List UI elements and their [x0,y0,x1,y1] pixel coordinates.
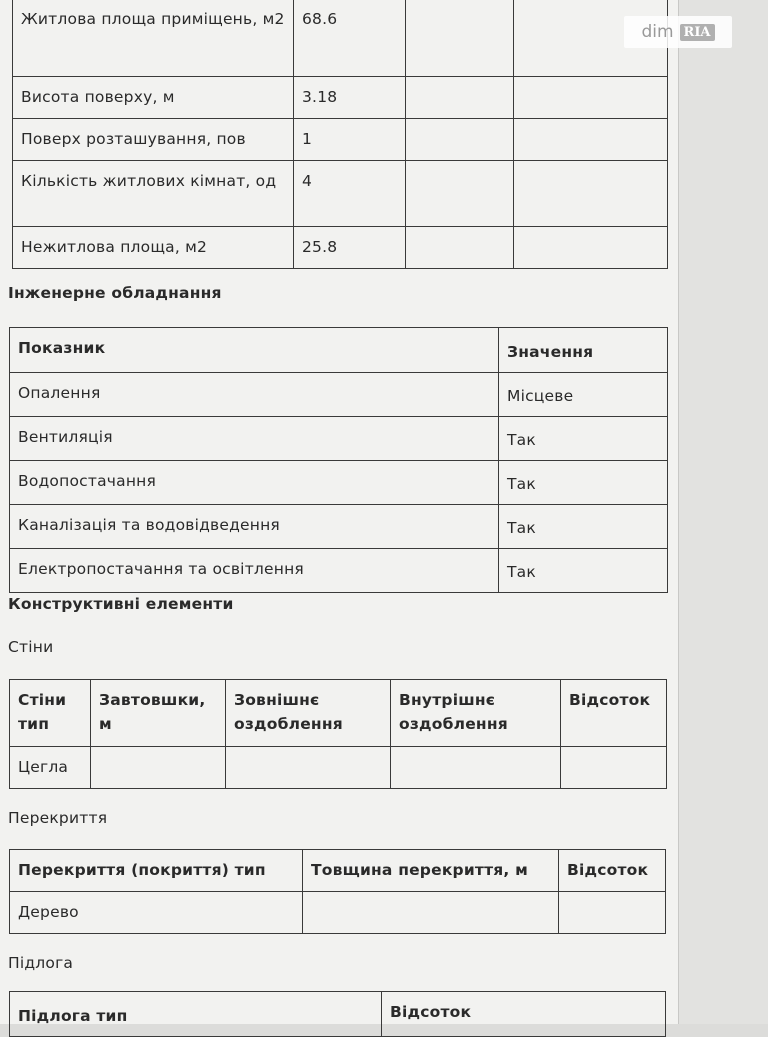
empty-cell [406,119,514,161]
wall-type: Цегла [10,747,91,789]
empty-cell [391,747,561,789]
indicator-value: Так [499,505,668,549]
empty-cell [406,0,514,77]
table-row [10,892,666,934]
flooring-label: Підлога [8,954,74,972]
header-cell: Відсоток [561,680,667,747]
table-row [10,549,668,593]
table-row [10,417,668,461]
indicator-value: Так [499,549,668,593]
table-row [10,505,668,549]
indicator-name: Опалення [10,373,499,417]
empty-cell [514,77,668,119]
empty-cell [561,747,667,789]
indicator-name: Електропостачання та освітлення [10,549,499,593]
indicator-name: Водопостачання [10,461,499,505]
empty-cell [514,119,668,161]
area-value: 4 [294,161,406,227]
area-label: Кількість житлових кімнат, од [13,161,294,227]
table-row [10,747,667,789]
header-cell: Підлога тип [10,992,382,1037]
page-edge [678,0,768,1024]
area-label: Поверх розташування, пов [13,119,294,161]
indicator-value: Місцеве [499,373,668,417]
flooring-table [9,991,666,1037]
area-label: Висота поверху, м [13,77,294,119]
engineering-title: Інженерне обладнання [8,284,222,302]
indicator-value: Так [499,417,668,461]
empty-cell [406,227,514,269]
walls-label: Стіни [8,638,54,656]
header-cell: Показник [10,328,499,373]
header-cell: Значення [499,328,668,373]
area-label: Житлова площа приміщень, м2 [13,0,294,77]
table-row [10,373,668,417]
table-row [13,227,668,269]
header-cell: Стіни тип [10,680,91,747]
empty-cell [559,892,666,934]
area-value: 3.18 [294,77,406,119]
empty-cell [303,892,559,934]
structural-title: Конструктивні елементи [8,595,234,613]
empty-cell [514,161,668,227]
table-row [10,461,668,505]
header-cell: Відсоток [559,850,666,892]
table-header [10,680,667,747]
header-cell: Завтовшки, м [91,680,226,747]
floor-type: Дерево [10,892,303,934]
watermark-brand: dim [641,22,674,42]
engineering-table [9,327,668,593]
area-label: Нежитлова площа, м2 [13,227,294,269]
empty-cell [406,77,514,119]
header-cell: Відсоток [382,992,666,1037]
table-header [10,992,666,1037]
ria-logo-icon: RIA [680,24,715,41]
dimria-watermark [624,16,732,48]
floors-table [9,849,666,934]
area-table [12,0,668,269]
table-row [13,119,668,161]
area-value: 1 [294,119,406,161]
indicator-value: Так [499,461,668,505]
header-cell: Товщина перекриття, м [303,850,559,892]
header-cell: Зовнішнє оздоблення [226,680,391,747]
table-row [13,161,668,227]
table-header [10,328,668,373]
empty-cell [226,747,391,789]
area-value: 25.8 [294,227,406,269]
indicator-name: Каналізація та водовідведення [10,505,499,549]
floors-label: Перекриття [8,809,108,827]
table-header [10,850,666,892]
area-value: 68.6 [294,0,406,77]
walls-table [9,679,667,789]
empty-cell [514,227,668,269]
indicator-name: Вентиляція [10,417,499,461]
header-cell: Перекриття (покриття) тип [10,850,303,892]
header-cell: Внутрішнє оздоблення [391,680,561,747]
empty-cell [91,747,226,789]
empty-cell [406,161,514,227]
table-row [13,77,668,119]
table-row [13,0,668,77]
